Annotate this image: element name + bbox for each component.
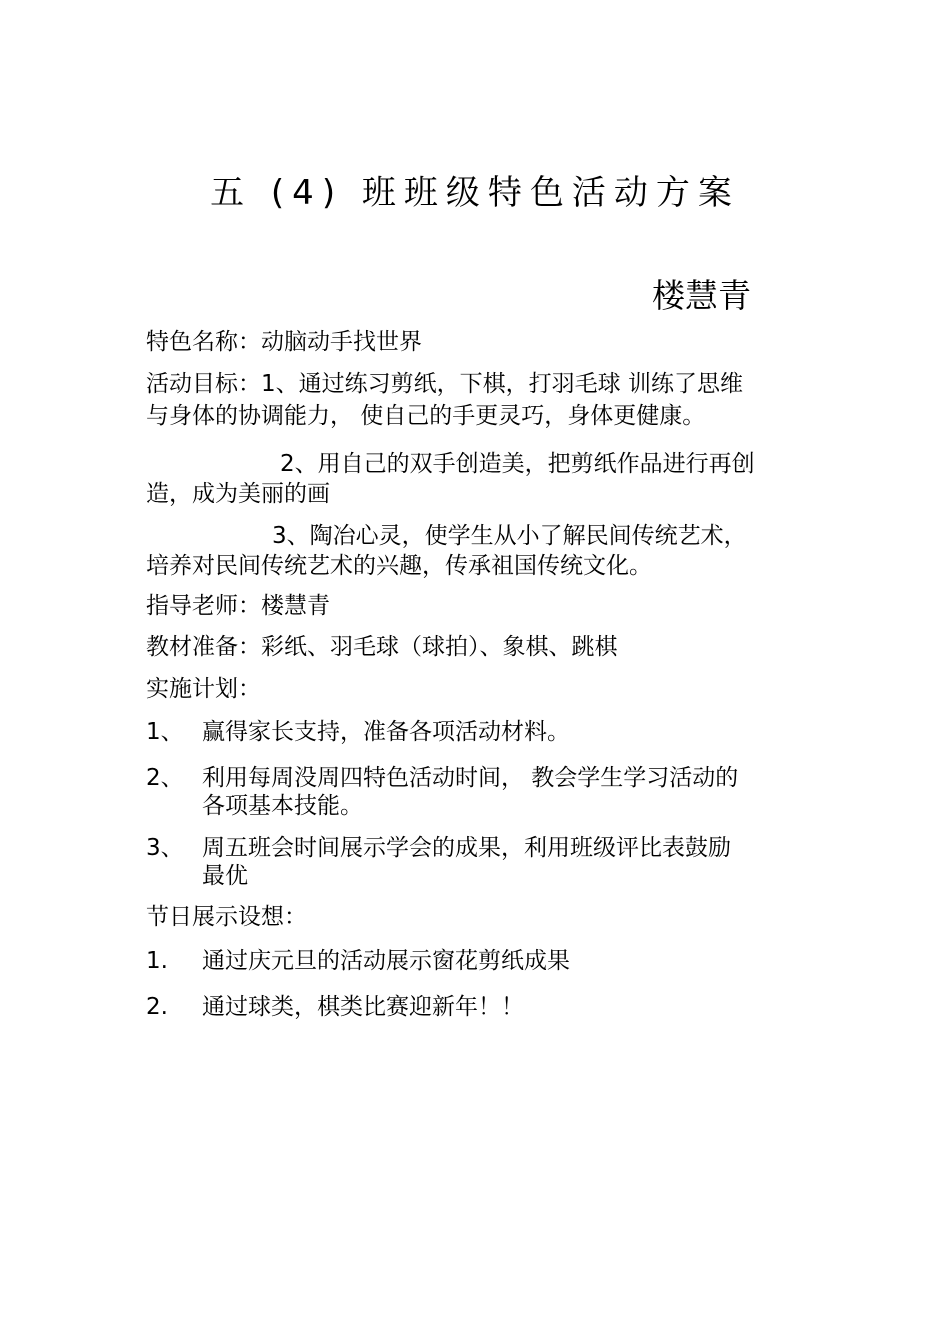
goals-label: 活动目标： <box>146 371 261 397</box>
festival-item-1-text: 通过庆元旦的活动展示窗花剪纸成果 <box>202 948 570 974</box>
goal-2-line-1 <box>280 448 755 480</box>
goal-3-line-1 <box>272 520 747 552</box>
festival-label: 节日展示设想： <box>146 904 307 930</box>
goal-3-line-2: 培养对民间传统艺术的兴趣，传承祖国传统文化。 <box>146 553 652 579</box>
goal-1-text: 、通过练习剪纸，下棋，打羽毛球 训练了思维 <box>275 371 743 397</box>
goal-3-number: 3 <box>272 523 287 549</box>
plan-item-2-number: 2、 <box>146 765 184 791</box>
materials-line: 教材准备：彩纸、羽毛球（球拍）、象棋、跳棋 <box>146 634 618 660</box>
plan-item-3-number: 3、 <box>146 835 184 861</box>
author-name: 楼慧青 <box>652 276 751 315</box>
plan-item-2-text-cont: 各项基本技能。 <box>202 793 363 819</box>
plan-item-3-text: 周五班会时间展示学会的成果，利用班级评比表鼓励 <box>202 835 731 861</box>
feature-name: 特色名称：动脑动手找世界 <box>146 329 422 355</box>
plan-item-1-text: 赢得家长支持，准备各项活动材料。 <box>202 719 570 745</box>
goal-2-line-2: 造，成为美丽的画 <box>146 481 330 507</box>
festival-item-2-number: 2. <box>146 994 168 1020</box>
goal-2-number: 2 <box>280 451 295 477</box>
goal-1-line-2: 与身体的协调能力， 使自己的手更灵巧，身体更健康。 <box>146 403 706 429</box>
plan-item-1-number: 1、 <box>146 719 184 745</box>
plan-item-3-text-cont: 最优 <box>202 863 248 889</box>
teacher-line: 指导老师：楼慧青 <box>146 593 330 619</box>
festival-item-1-number: 1. <box>146 948 168 974</box>
goal-2-text: 、用自己的双手创造美，把剪纸作品进行再创 <box>294 451 755 477</box>
plan-label: 实施计划： <box>146 676 261 702</box>
goal-3-text: 、陶冶心灵，使学生从小了解民间传统艺术， <box>286 523 747 549</box>
goal-1-line-1 <box>146 368 743 400</box>
festival-item-2-text: 通过球类，棋类比赛迎新年！！ <box>202 994 524 1020</box>
plan-item-2-text: 利用每周没周四特色活动时间， 教会学生学习活动的 <box>202 765 739 791</box>
goal-1-number: 1 <box>261 371 276 397</box>
document-title: 五 (4) 班班级特色活动方案 <box>210 173 740 213</box>
